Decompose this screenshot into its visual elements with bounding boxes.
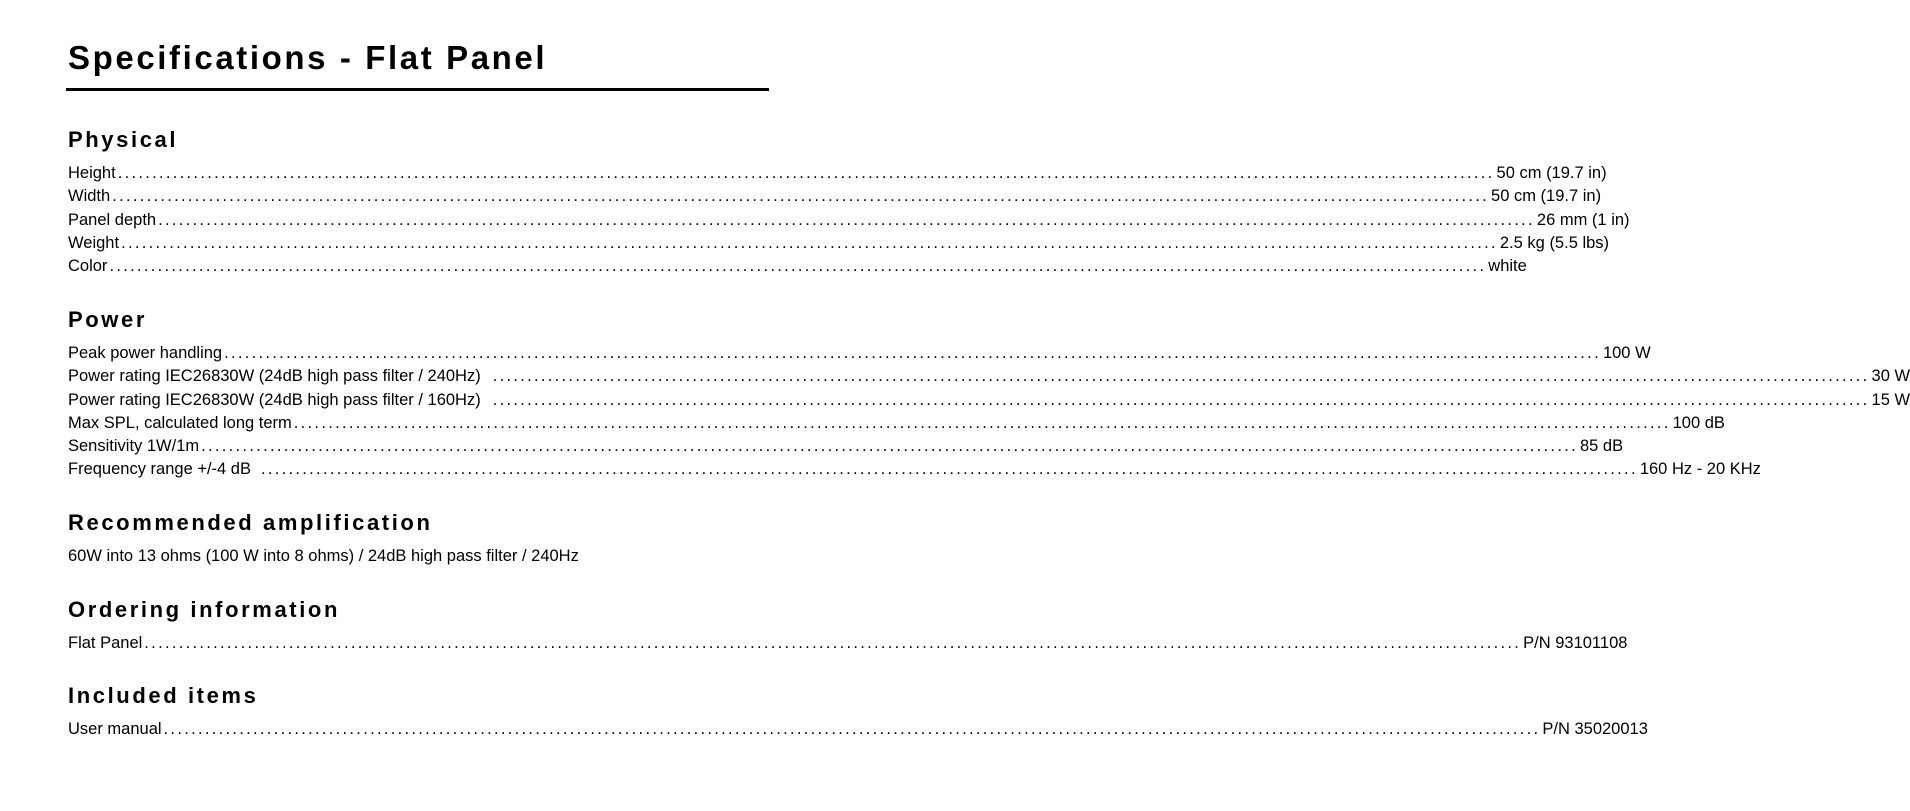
dot-leader: ........................................................................................................................................................................................................	[121, 233, 1498, 252]
spec-row	[68, 342, 1651, 365]
spec-label: Power rating IEC26830W (24dB high pass filter / 160Hz)	[68, 390, 481, 409]
spec-label: Color	[68, 257, 108, 276]
spec-value: 30 W	[1871, 367, 1910, 386]
included-heading: Included items	[68, 683, 259, 708]
spec-row	[68, 718, 1648, 741]
amplification-section	[68, 509, 766, 568]
spec-label: Frequency range +/-4 dB	[68, 460, 251, 479]
title-divider	[66, 88, 769, 91]
dot-leader: ........................................................................................................................................................................................................	[201, 437, 1578, 456]
physical-spec-list	[68, 162, 1630, 278]
spec-label: Panel depth	[68, 210, 157, 229]
spec-label: Flat Panel	[68, 634, 143, 652]
spec-label: Height	[68, 164, 116, 182]
physical-section	[68, 126, 1630, 278]
power-section	[68, 306, 1910, 482]
dot-leader: ........................................................................................................................................................................................................	[117, 164, 1495, 182]
spec-label: Power rating IEC26830W (24dB high pass filter / 240Hz)	[68, 367, 481, 386]
spec-row	[68, 435, 1624, 458]
amplification-text: 60W into 13 ohms (100 W into 8 ohms) / 24dB high pass filter / 240Hz	[68, 547, 579, 565]
dot-leader: ........................................................................................................................................................................................................	[492, 367, 1870, 386]
spec-row	[68, 209, 1630, 232]
spec-row	[68, 255, 1527, 278]
spec-row	[68, 232, 1610, 255]
spec-label: Peak power handling	[68, 344, 223, 362]
spec-value: 15 W	[1871, 390, 1910, 409]
ordering-list	[68, 632, 1628, 655]
spec-value: 26 mm (1 in)	[1536, 210, 1630, 229]
page-title: Specifications - Flat Panel	[68, 39, 548, 76]
spec-row	[68, 162, 1607, 185]
spec-value: P/N 93101108	[1523, 634, 1628, 652]
dot-leader: ........................................................................................................................................................................................................	[492, 390, 1870, 409]
physical-heading: Physical	[68, 127, 179, 152]
included-list	[68, 718, 1648, 741]
spec-label: Width	[68, 187, 111, 206]
spec-value: 100 W	[1602, 344, 1651, 362]
spec-label: Max SPL, calculated long term	[68, 413, 292, 432]
spec-row	[68, 389, 1910, 412]
dot-leader: ........................................................................................................................................................................................................	[293, 413, 1671, 432]
dot-leader: ........................................................................................................................................................................................................	[144, 634, 1522, 652]
spec-row	[68, 365, 1910, 388]
spec-value: 100 dB	[1672, 413, 1725, 432]
spec-value: 160 Hz - 20 KHz	[1639, 460, 1761, 479]
spec-row	[68, 458, 1761, 481]
spec-label: User manual	[68, 720, 162, 738]
dot-leader: ........................................................................................................................................................................................................	[158, 210, 1535, 229]
spec-row	[68, 412, 1725, 435]
spec-label: Weight	[68, 233, 120, 252]
spec-value: 2.5 kg (5.5 lbs)	[1499, 233, 1610, 252]
dot-leader: ........................................................................................................................................................................................................	[163, 720, 1541, 738]
spec-value: 50 cm (19.7 in)	[1491, 187, 1602, 206]
included-section	[68, 682, 1648, 741]
spec-row	[68, 185, 1602, 208]
dot-leader: ........................................................................................................................................................................................................	[260, 460, 1638, 479]
power-spec-list	[68, 342, 1910, 482]
spec-value: 85 dB	[1579, 437, 1624, 456]
dot-leader: ........................................................................................................................................................................................................	[112, 187, 1490, 206]
dot-leader: ........................................................................................................................................................................................................	[109, 257, 1487, 276]
spec-row	[68, 632, 1628, 655]
spec-value: 50 cm (19.7 in)	[1496, 164, 1607, 182]
amplification-heading: Recommended amplification	[68, 510, 433, 535]
spec-label: Sensitivity 1W/1m	[68, 437, 200, 456]
dot-leader: ........................................................................................................................................................................................................	[224, 344, 1601, 362]
spec-value: white	[1488, 257, 1527, 276]
spec-value: P/N 35020013	[1542, 720, 1648, 738]
ordering-section	[68, 596, 1628, 655]
ordering-heading: Ordering information	[68, 597, 340, 622]
power-heading: Power	[68, 307, 148, 332]
